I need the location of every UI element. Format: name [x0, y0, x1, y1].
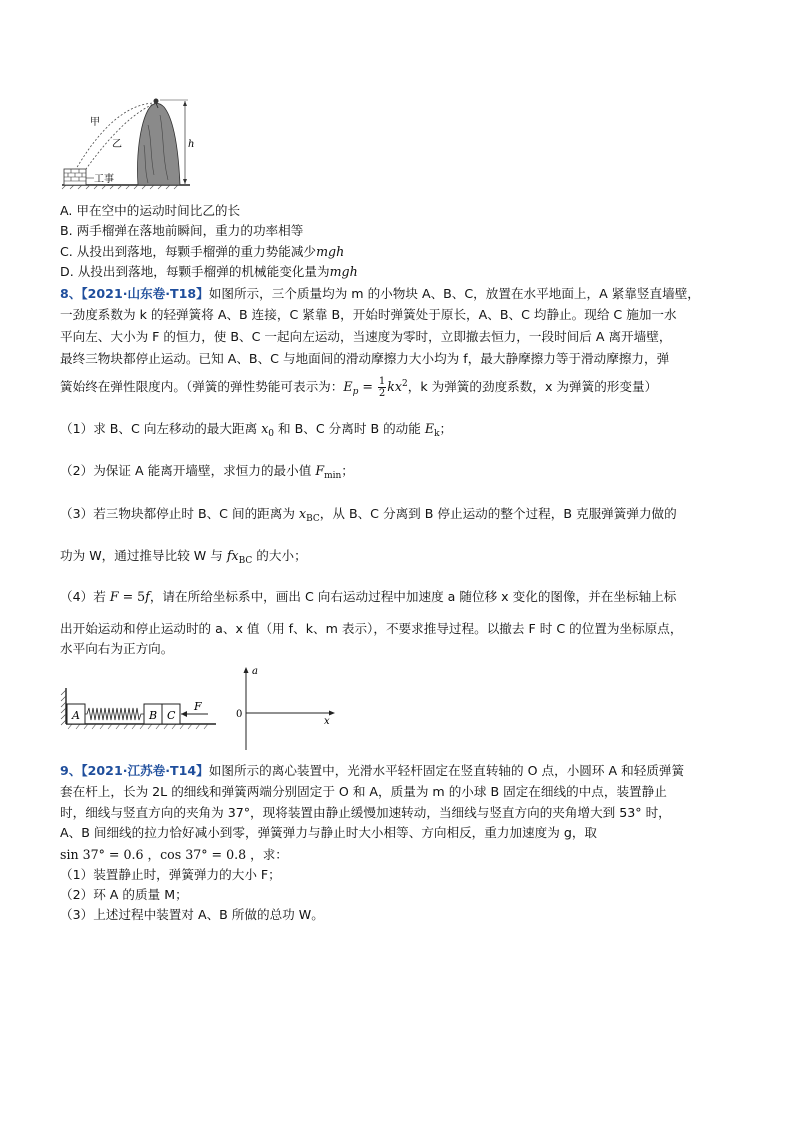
q8-number: 8、	[60, 286, 82, 301]
q8-text-1: 如图所示，三个质量均为 m 的小物块 A、B、C，放置在水平地面上，A 紧靠竖直墙壁，	[208, 286, 700, 301]
block-a-label: A	[72, 709, 80, 722]
q8-sub2-b: ；	[341, 463, 354, 478]
label-gongshi: 工事	[94, 174, 114, 185]
q9-line1	[60, 762, 684, 779]
axis-x-label: x	[324, 716, 330, 727]
q8-source-tag: 【2021·山东卷·T18】	[81, 286, 209, 301]
q9-number: 9、	[60, 763, 82, 778]
q7-option-d-text: D. 从投出到落地，每颗手榴弹的机械能变化量为	[60, 264, 330, 279]
label-h: h	[188, 139, 195, 150]
q7-option-d	[60, 263, 358, 280]
q8-sub3-d: 的大小；	[252, 548, 307, 563]
q8-line1	[60, 285, 700, 302]
block-c-label: C	[167, 709, 176, 722]
q8-sub3-a: （3）若三物块都停止时 B、C 间的距离为	[60, 506, 299, 521]
q8-sub4-cont2: 水平向右为正方向。	[60, 641, 174, 656]
q8-sub1: （1）求 B、C 向左移动的最大距离 $x_0$ 和 B、C 分离时 B 的动能 $E_k$；	[60, 421, 453, 439]
q8-sub4-cont1: 出开始运动和停止运动时的 a、x 值（用 f、k、m 表示），不要求推导过程。以撤去 F 时 C 的位置为坐标原点，	[60, 621, 683, 636]
axis-a-label: a	[252, 666, 258, 677]
q8-sub3: （3）若三物块都停止时 B、C 间的距离为 $x_{BC}$，从 B、C 分离到 B 停止运动的整个过程，B 克服弹簧弹力做的	[60, 506, 677, 524]
rock-icon	[137, 103, 180, 185]
q7-mgh-d: mgh	[329, 264, 358, 279]
q7-figure	[60, 95, 200, 190]
q8-line4: 最终三物块都停止运动。已知 A、B、C 与地面间的滑动摩擦力大小均为 f，最大静摩擦力等于滑动摩擦力，弹	[60, 351, 670, 366]
q9-line4: A、B 间细线的拉力恰好减小到零，弹簧弹力与静止时大小相等、方向相反，重力加速度为 g，取	[60, 825, 598, 840]
bunker-icon	[64, 169, 86, 185]
label-jia: 甲	[90, 117, 100, 128]
q8-sub2: （2）为保证 A 能离开墙壁，求恒力的最小值 $F_{min}$；	[60, 463, 354, 481]
q8-sub3-c: 功为 W，通过推导比较 W 与	[60, 548, 227, 563]
formula-ep: $E_p$ =	[343, 379, 377, 397]
axis-origin-label: 0	[236, 709, 243, 720]
q8-sub1-c: ；	[439, 421, 453, 436]
q8-sub1-a: （1）求 B、C 向左移动的最大距离	[60, 421, 262, 436]
label-yi: 乙	[112, 139, 122, 150]
q8-line2: 一劲度系数为 k 的轻弹簧将 A、B 连接，C 紧靠 B，开始时弹簧处于原长，A、B、C 均静止。现给 C 施加一水	[60, 307, 677, 322]
q9-sub2: （2）环 A 的质量 M；	[60, 887, 188, 902]
spring-icon	[85, 708, 144, 720]
q8-text-5b: ，k 为弹簧的劲度系数，x 为弹簧的形变量）	[407, 379, 658, 394]
q7-option-a: A. 甲在空中的运动时间比乙的长	[60, 203, 241, 218]
q9-text-1: 如图所示的离心装置中，光滑水平轻杆固定在竖直转轴的 O 点，小圆环 A 和轻质弹簧	[208, 763, 685, 778]
q8-sub3-b: ，从 B、C 分离到 B 停止运动的整个过程，B 克服弹簧弹力做的	[319, 506, 677, 521]
q8-text-5a: 簧始终在弹性限度内。（弹簧的弹性势能可表示为：	[60, 379, 344, 394]
q9-sub3: （3）上述过程中装置对 A、B 所做的总功 W。	[60, 907, 324, 922]
formula-frac: $\frac{1}{2}$	[378, 376, 386, 399]
q8-sub3-cont: 功为 W，通过推导比较 W 与 $fx_{BC}$ 的大小；	[60, 548, 307, 566]
q7-mgh-c: mgh	[316, 244, 345, 259]
q8-line5: 簧始终在弹性限度内。（弹簧的弹性势能可表示为：$E_p$ = $\frac{1}{2}$ $kx^2$，k 为弹簧的劲度系数，x 为弹簧的形变量）	[60, 376, 658, 399]
q7-option-c	[60, 243, 344, 260]
q8-sub4-b: ，请在所给坐标系中，画出 C 向右运动过程中加速度 a 随位移 x 变化的图像，并在坐标轴上标	[149, 589, 677, 604]
q9-line2: 套在杆上，长为 2L 的细线和弹簧两端分别固定于 O 和 A，质量为 m 的小球 B 固定在细线的中点，装置静止	[60, 784, 667, 799]
q9-source-tag: 【2021·江苏卷·T14】	[81, 763, 209, 778]
q8-line3: 平向左、大小为 F 的恒力，使 B、C 一起向左运动，当速度为零时，立即撤去恒力，一段时间后 A 离开墙壁，	[60, 329, 672, 344]
q8-axes	[228, 664, 338, 752]
q8-sub2-a: （2）为保证 A 能离开墙壁，求恒力的最小值	[60, 463, 316, 478]
q7-option-b: B. 两手榴弹在落地前瞬间，重力的功率相等	[60, 223, 304, 238]
q9-sub1: （1）装置静止时，弹簧弹力的大小 F；	[60, 867, 281, 882]
block-b-label: B	[149, 709, 158, 722]
force-label: F	[194, 700, 202, 713]
q9-line5: sin 37° = 0.6 ，cos 37° = 0.8 ，求：	[60, 847, 288, 862]
q9-line3: 时，细线与竖直方向的夹角为 37°，现将装置由静止缓慢加速转动，当细线与竖直方向的夹角增大到 53° 时，	[60, 805, 671, 820]
q8-sub4: （4）若 F = 5f，请在所给坐标系中，画出 C 向右运动过程中加速度 a 随位移 x 变化的图像，并在坐标轴上标	[60, 589, 677, 604]
q8-sub4-a: （4）若	[60, 589, 110, 604]
q8-sub1-b: 和 B、C 分离时 B 的动能	[274, 421, 425, 436]
q7-option-c-text: C. 从投出到落地，每颗手榴弹的重力势能减少	[60, 244, 317, 259]
q8-block-figure	[60, 684, 220, 732]
